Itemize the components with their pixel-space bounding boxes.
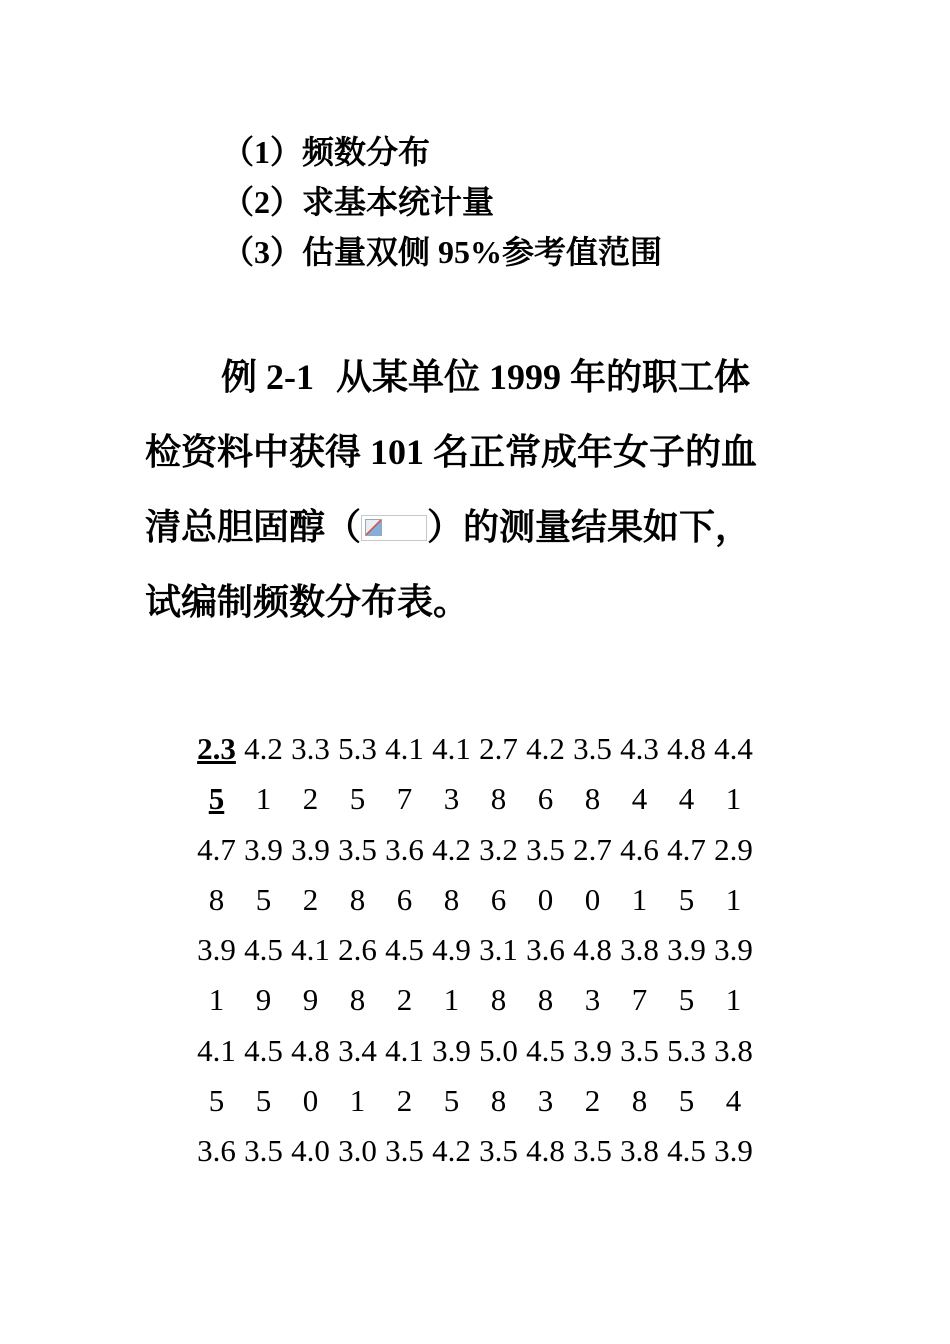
data-cell: 4.8	[667, 731, 706, 766]
data-cell: 1	[725, 881, 742, 917]
data-row	[193, 1126, 757, 1176]
data-cell: 3.0	[338, 1133, 377, 1169]
data-cell: 4.2	[432, 831, 471, 867]
data-cell: 4.7	[667, 831, 706, 867]
data-cell: 5.0	[479, 1032, 518, 1068]
data-cell: 3.5	[244, 1133, 283, 1169]
data-cell: 5.3	[667, 1032, 706, 1068]
data-cell: 4.2	[526, 731, 565, 766]
data-cell: 5	[349, 781, 366, 817]
broken-image-icon	[361, 515, 427, 541]
data-cell: 3.9	[244, 831, 283, 867]
data-cell: 4.1	[385, 1032, 424, 1068]
data-cell: 2.7	[573, 831, 612, 867]
data-cell: 1	[255, 781, 272, 817]
data-cell: 3.4	[338, 1032, 377, 1068]
data-cell: 8	[490, 1083, 507, 1119]
data-cell: 4.6	[620, 831, 659, 867]
data-cell: 3	[537, 1083, 554, 1119]
data-cell: 3	[584, 982, 601, 1018]
data-cell: 3.8	[620, 1133, 659, 1169]
data-cell: 3	[443, 781, 460, 817]
example-line-3	[145, 490, 815, 565]
example-line-2: 检资料中获得 101 名正常成年女子的血	[145, 432, 758, 472]
data-cell: 4.1	[197, 1032, 236, 1068]
data-cell: 3.9	[714, 932, 753, 968]
data-cell: 4.5	[244, 932, 283, 968]
data-cell: 3.8	[714, 1032, 753, 1068]
data-cell: 3.9	[197, 932, 236, 968]
task-item-3: （3）估量双侧 95%参考值范围	[222, 234, 663, 270]
data-cell: 4.5	[667, 1133, 706, 1169]
data-cell: 5	[208, 1083, 225, 1119]
data-cell: 8	[490, 982, 507, 1018]
example-line-1	[145, 340, 815, 415]
data-row	[193, 774, 757, 824]
data-cell: 4.5	[526, 1032, 565, 1068]
data-row	[193, 1026, 757, 1076]
task-item-2: （2）求基本统计量	[222, 184, 495, 220]
data-cell: 4.2	[432, 1133, 471, 1169]
data-cell: 8	[349, 881, 366, 917]
data-cell: 3.9	[291, 831, 330, 867]
data-cell: 4.2	[244, 731, 283, 766]
data-cell: 3.5	[620, 1032, 659, 1068]
data-row	[193, 925, 757, 975]
data-cell: 3.6	[197, 1133, 236, 1169]
data-row	[193, 724, 757, 774]
data-cell: 8	[584, 781, 601, 817]
data-cell: 4.5	[385, 932, 424, 968]
data-cell: 5.3	[338, 731, 377, 766]
example-line-4: 试编制频数分布表。	[145, 582, 470, 622]
data-cell: 4.5	[244, 1032, 283, 1068]
data-cell: 2.6	[338, 932, 377, 968]
data-cell: 6	[537, 781, 554, 817]
data-cell: 4.1	[291, 932, 330, 968]
data-cell: 1	[443, 982, 460, 1018]
data-cell: 4	[631, 781, 648, 817]
data-cell: 4.3	[620, 731, 659, 766]
data-cell: 4	[678, 781, 695, 817]
data-cell: 1	[349, 1083, 366, 1119]
data-cell: 5	[678, 982, 695, 1018]
data-cell: 8	[208, 881, 225, 917]
data-cell: 5	[443, 1083, 460, 1119]
data-cell: 2.9	[714, 831, 753, 867]
data-cell: 8	[631, 1083, 648, 1119]
data-cell: 8	[490, 781, 507, 817]
data-row	[193, 975, 757, 1025]
example-paragraph	[145, 340, 815, 640]
data-row	[193, 875, 757, 925]
example-line-3-after: ）的测量结果如下，	[427, 507, 752, 547]
data-cell: 3.9	[432, 1032, 471, 1068]
data-cell: 8	[537, 982, 554, 1018]
task-list	[222, 127, 662, 277]
data-cell: 1	[631, 881, 648, 917]
data-cell: 3.5	[338, 831, 377, 867]
data-cell: 5	[678, 881, 695, 917]
data-cell: 6	[396, 881, 413, 917]
data-cell: 4.1	[385, 731, 424, 766]
data-cell: 9	[302, 982, 319, 1018]
data-cell: 1	[208, 982, 225, 1018]
data-cell: 3.9	[667, 932, 706, 968]
data-cell: 0	[584, 881, 601, 917]
example-line-3-before: 清总胆固醇（	[145, 507, 362, 547]
data-cell: 4.8	[526, 1133, 565, 1169]
data-cell: 2	[302, 781, 319, 817]
data-cell: 3.3	[291, 731, 330, 766]
example-line-1-text: 从某单位 1999 年的职工体	[336, 357, 751, 397]
data-cell: 3.1	[479, 932, 518, 968]
data-cell: 6	[490, 881, 507, 917]
task-item-1: （1）频数分布	[222, 134, 431, 170]
data-cell: 8	[349, 982, 366, 1018]
data-cell: 3.2	[479, 831, 518, 867]
data-cell: 2	[302, 881, 319, 917]
data-cell: 4	[725, 1083, 742, 1119]
data-cell: 3.5	[385, 1133, 424, 1169]
data-cell: 5	[678, 1083, 695, 1119]
data-cell: 2.7	[479, 731, 518, 766]
measurement-data-grid	[193, 724, 757, 1177]
data-row	[193, 1076, 757, 1126]
data-cell: 3.5	[479, 1133, 518, 1169]
data-cell: 0	[537, 881, 554, 917]
data-cell: 8	[443, 881, 460, 917]
data-cell: 0	[302, 1083, 319, 1119]
data-cell: 3.6	[526, 932, 565, 968]
data-cell: 2	[584, 1083, 601, 1119]
data-cell: 2	[396, 1083, 413, 1119]
data-cell: 9	[255, 982, 272, 1018]
data-cell: 5	[255, 1083, 272, 1119]
data-cell: 3.6	[385, 831, 424, 867]
data-cell: 3.5	[573, 731, 612, 766]
data-cell: 1	[725, 982, 742, 1018]
data-row	[193, 825, 757, 875]
data-cell: 2.3	[197, 731, 236, 766]
data-cell: 4.8	[573, 932, 612, 968]
data-cell: 4.7	[197, 831, 236, 867]
data-cell: 3.5	[526, 831, 565, 867]
data-cell: 3.9	[714, 1133, 753, 1169]
data-cell: 4.1	[432, 731, 471, 766]
data-cell: 5	[255, 881, 272, 917]
data-cell: 4.9	[432, 932, 471, 968]
example-label: 例 2-1	[221, 357, 314, 397]
data-cell: 1	[725, 781, 742, 817]
data-cell: 4.8	[291, 1032, 330, 1068]
data-cell: 4.0	[291, 1133, 330, 1169]
data-cell: 7	[396, 781, 413, 817]
data-cell: 4.4	[714, 731, 753, 766]
data-cell: 3.5	[573, 1133, 612, 1169]
data-cell: 5	[208, 781, 225, 817]
data-cell: 3.8	[620, 932, 659, 968]
data-cell: 2	[396, 982, 413, 1018]
data-cell: 7	[631, 982, 648, 1018]
data-cell: 3.9	[573, 1032, 612, 1068]
